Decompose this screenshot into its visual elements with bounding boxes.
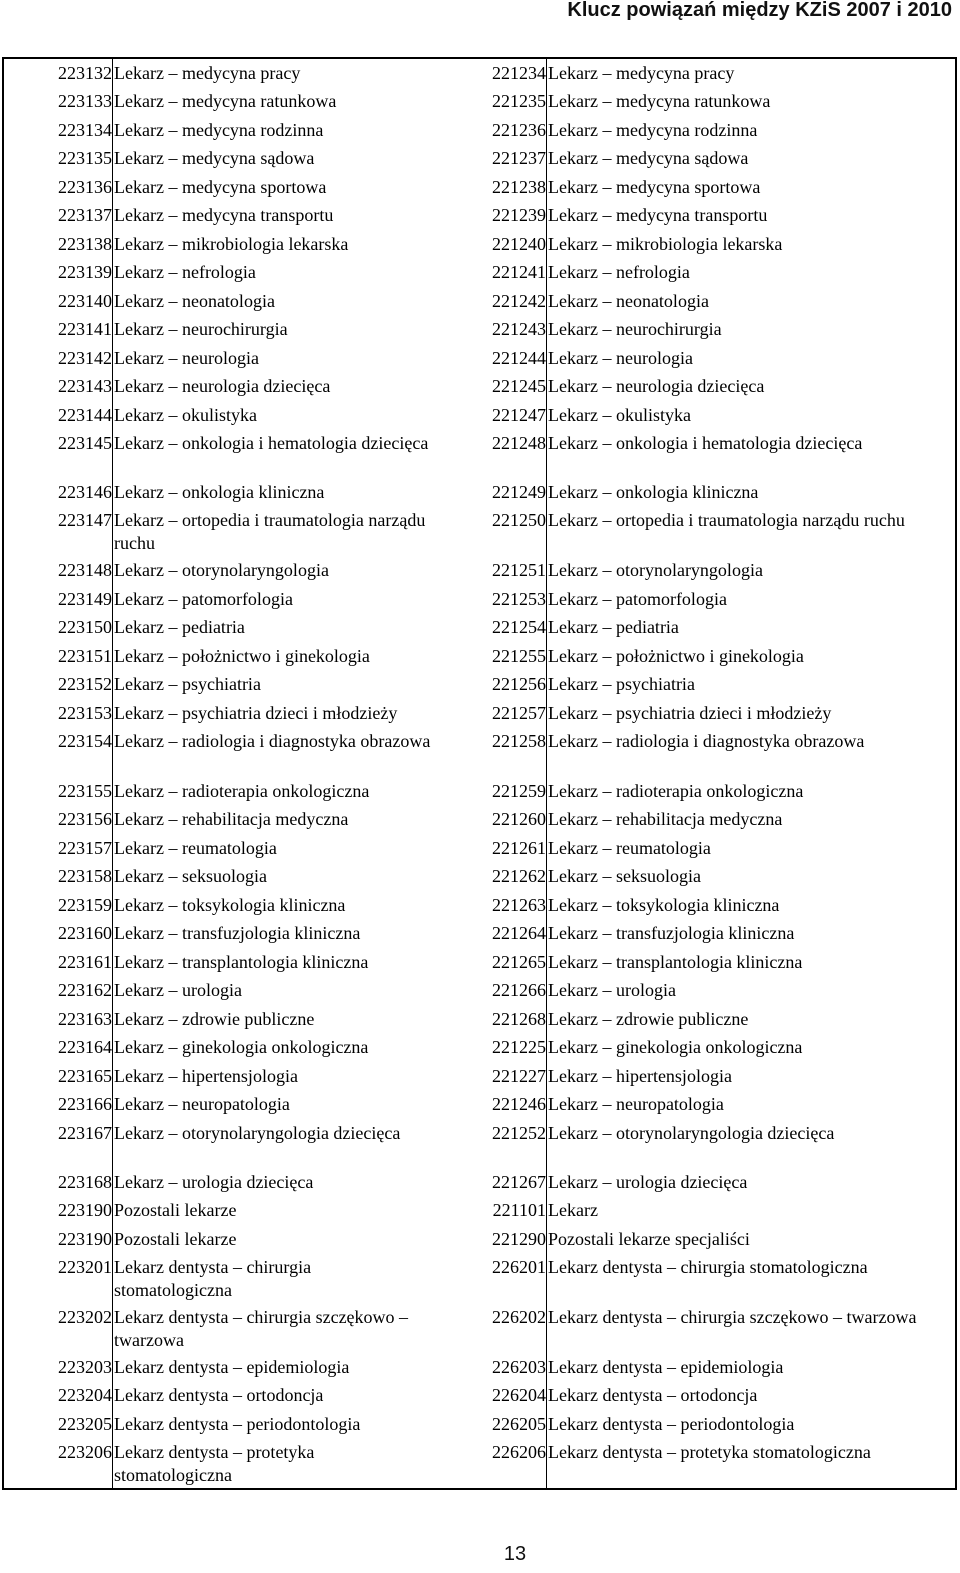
- code-2007: 223165: [58, 1066, 112, 1086]
- code-2007: 223161: [58, 952, 112, 972]
- occupation-name-2010: Lekarz dentysta – chirurgia szczękowo – twarzowa: [548, 1307, 917, 1327]
- code-2010: 221262: [492, 866, 546, 886]
- code-2010: 221265: [492, 952, 546, 972]
- occupation-name-2010: Lekarz – ginekologia onkologiczna: [548, 1037, 803, 1057]
- occupation-name-2010: Lekarz – reumatologia: [548, 838, 711, 858]
- code-2007: 223204: [58, 1385, 112, 1405]
- occupation-name-2007: Lekarz – medycyna pracy: [114, 63, 301, 83]
- occupation-name-2007: Lekarz – psychiatria: [114, 674, 261, 694]
- code-2007: 223156: [58, 809, 112, 829]
- occupation-name-2007: Lekarz dentysta – ortodoncja: [114, 1385, 324, 1405]
- column-divider-left: [112, 59, 113, 1488]
- occupation-name-2007: Lekarz dentysta – chirurgia szczękowo – twarzowa: [114, 1307, 409, 1350]
- occupation-name-2007: Lekarz – toksykologia kliniczna: [114, 895, 346, 915]
- occupation-name-2010: Lekarz – medycyna rodzinna: [548, 120, 758, 140]
- code-2010: 221290: [492, 1229, 546, 1249]
- code-2010: 221239: [492, 205, 546, 225]
- code-2007: 223139: [58, 262, 112, 282]
- occupation-name-2007: Lekarz – otorynolaryngologia dziecięca: [114, 1123, 401, 1143]
- occupation-name-2007: Lekarz – patomorfologia: [114, 589, 293, 609]
- occupation-name-2007: Lekarz – otorynolaryngologia: [114, 560, 329, 580]
- code-2010: 221237: [492, 148, 546, 168]
- occupation-name-2010: Lekarz – toksykologia kliniczna: [548, 895, 780, 915]
- code-2010: 221241: [492, 262, 546, 282]
- occupation-name-2007: Lekarz dentysta – periodontologia: [114, 1414, 361, 1434]
- occupation-name-2010: Lekarz – onkologia kliniczna: [548, 482, 759, 502]
- occupation-name-2007: Lekarz – onkologia i hematologia dziecięca: [114, 433, 429, 453]
- code-2010: 221225: [492, 1037, 546, 1057]
- code-2010: 221260: [492, 809, 546, 829]
- code-2010: 221261: [492, 838, 546, 858]
- occupation-name-2010: Lekarz dentysta – periodontologia: [548, 1414, 795, 1434]
- occupation-name-2007: Lekarz – onkologia kliniczna: [114, 482, 325, 502]
- code-2010: 221243: [492, 319, 546, 339]
- code-2007: 223142: [58, 348, 112, 368]
- occupation-name-2010: Lekarz – urologia dziecięca: [548, 1172, 748, 1192]
- code-2007: 223166: [58, 1094, 112, 1114]
- code-2007: 223190: [58, 1229, 112, 1249]
- occupation-name-2010: Lekarz – medycyna pracy: [548, 63, 735, 83]
- code-2007: 223152: [58, 674, 112, 694]
- code-2010: 221252: [492, 1123, 546, 1143]
- occupation-name-2010: Lekarz – hipertensjologia: [548, 1066, 732, 1086]
- code-2010: 221227: [492, 1066, 546, 1086]
- occupation-name-2007: Lekarz – seksuologia: [114, 866, 267, 886]
- code-2010: 226206: [492, 1442, 546, 1462]
- occupation-name-2010: Lekarz: [548, 1200, 598, 1220]
- code-2010: 221254: [492, 617, 546, 637]
- occupation-name-2010: Lekarz – transfuzjologia kliniczna: [548, 923, 795, 943]
- code-2007: 223163: [58, 1009, 112, 1029]
- mapping-table: [2, 57, 957, 1490]
- code-2007: 223132: [58, 63, 112, 83]
- occupation-name-2007: Lekarz – pediatria: [114, 617, 245, 637]
- code-2010: 221236: [492, 120, 546, 140]
- code-2007: 223153: [58, 703, 112, 723]
- code-2010: 221251: [492, 560, 546, 580]
- code-2010: 221101: [492, 1200, 546, 1220]
- code-2007: 223133: [58, 91, 112, 111]
- code-2010: 221244: [492, 348, 546, 368]
- occupation-name-2010: Lekarz – nefrologia: [548, 262, 690, 282]
- occupation-name-2010: Lekarz – zdrowie publiczne: [548, 1009, 749, 1029]
- code-2010: 221246: [492, 1094, 546, 1114]
- occupation-name-2010: Lekarz – ortopedia i traumatologia narządu ruchu: [548, 510, 905, 530]
- occupation-name-2010: Lekarz – patomorfologia: [548, 589, 727, 609]
- code-2007: 223158: [58, 866, 112, 886]
- occupation-name-2010: Lekarz – rehabilitacja medyczna: [548, 809, 783, 829]
- occupation-name-2007: Lekarz – hipertensjologia: [114, 1066, 298, 1086]
- occupation-name-2007: Lekarz – neuropatologia: [114, 1094, 290, 1114]
- occupation-name-2007: Lekarz – okulistyka: [114, 405, 257, 425]
- code-2010: 226202: [492, 1307, 546, 1327]
- occupation-name-2010: Lekarz – neuropatologia: [548, 1094, 724, 1114]
- occupation-name-2010: Lekarz – okulistyka: [548, 405, 691, 425]
- code-2007: 223145: [58, 433, 112, 453]
- occupation-name-2007: Lekarz – radiologia i diagnostyka obrazowa: [114, 731, 431, 751]
- code-2007: 223190: [58, 1200, 112, 1220]
- code-2007: 223155: [58, 781, 112, 801]
- code-2007: 223203: [58, 1357, 112, 1377]
- occupation-name-2010: Lekarz – neonatologia: [548, 291, 709, 311]
- code-2010: 221247: [492, 405, 546, 425]
- code-2007: 223148: [58, 560, 112, 580]
- code-2007: 223140: [58, 291, 112, 311]
- code-2010: 226205: [492, 1414, 546, 1434]
- occupation-name-2007: Pozostali lekarze: [114, 1200, 237, 1220]
- occupation-name-2010: Lekarz – seksuologia: [548, 866, 701, 886]
- occupation-name-2007: Lekarz – mikrobiologia lekarska: [114, 234, 349, 254]
- code-2007: 223134: [58, 120, 112, 140]
- occupation-name-2007: Lekarz – ortopedia i traumatologia narządu ruchu: [114, 510, 426, 553]
- code-2007: 223206: [58, 1442, 112, 1462]
- page-header-title: Klucz powiązań między KZiS 2007 i 2010: [567, 0, 952, 21]
- occupation-name-2007: Lekarz – medycyna sportowa: [114, 177, 327, 197]
- occupation-name-2007: Lekarz – neurochirurgia: [114, 319, 288, 339]
- occupation-name-2010: Lekarz dentysta – ortodoncja: [548, 1385, 758, 1405]
- code-2007: 223149: [58, 589, 112, 609]
- occupation-name-2007: Lekarz – reumatologia: [114, 838, 277, 858]
- occupation-name-2007: Lekarz – radioterapia onkologiczna: [114, 781, 370, 801]
- code-2007: 223201: [58, 1257, 112, 1277]
- code-2007: 223162: [58, 980, 112, 1000]
- code-2010: 221258: [492, 731, 546, 751]
- code-2007: 223146: [58, 482, 112, 502]
- code-2010: 221249: [492, 482, 546, 502]
- occupation-name-2007: Lekarz – zdrowie publiczne: [114, 1009, 315, 1029]
- occupation-name-2007: Lekarz – rehabilitacja medyczna: [114, 809, 349, 829]
- occupation-name-2010: Lekarz – medycyna transportu: [548, 205, 768, 225]
- code-2010: 221259: [492, 781, 546, 801]
- occupation-name-2010: Lekarz – psychiatria: [548, 674, 695, 694]
- occupation-name-2007: Lekarz – transfuzjologia kliniczna: [114, 923, 361, 943]
- occupation-name-2007: Lekarz – urologia: [114, 980, 242, 1000]
- code-2007: 223160: [58, 923, 112, 943]
- occupation-name-2007: Lekarz – transplantologia kliniczna: [114, 952, 369, 972]
- code-2007: 223167: [58, 1123, 112, 1143]
- code-2010: 221242: [492, 291, 546, 311]
- occupation-name-2007: Lekarz – neurologia dziecięca: [114, 376, 331, 396]
- occupation-name-2007: Lekarz – urologia dziecięca: [114, 1172, 314, 1192]
- occupation-name-2010: Lekarz – onkologia i hematologia dziecięca: [548, 433, 863, 453]
- occupation-name-2007: Lekarz – ginekologia onkologiczna: [114, 1037, 369, 1057]
- code-2010: 221255: [492, 646, 546, 666]
- occupation-name-2010: Lekarz – neurologia dziecięca: [548, 376, 765, 396]
- code-2010: 221253: [492, 589, 546, 609]
- code-2007: 223205: [58, 1414, 112, 1434]
- occupation-name-2010: Lekarz – mikrobiologia lekarska: [548, 234, 783, 254]
- occupation-name-2010: Lekarz – transplantologia kliniczna: [548, 952, 803, 972]
- code-2007: 223147: [58, 510, 112, 530]
- code-2007: 223159: [58, 895, 112, 915]
- code-2007: 223143: [58, 376, 112, 396]
- occupation-name-2010: Lekarz – radioterapia onkologiczna: [548, 781, 804, 801]
- occupation-name-2007: Lekarz – medycyna rodzinna: [114, 120, 324, 140]
- code-2010: 221234: [492, 63, 546, 83]
- code-2010: 226203: [492, 1357, 546, 1377]
- code-2007: 223202: [58, 1307, 112, 1327]
- code-2007: 223150: [58, 617, 112, 637]
- code-2007: 223144: [58, 405, 112, 425]
- occupation-name-2007: Lekarz dentysta – protetyka stomatologiczna: [114, 1442, 315, 1485]
- code-2007: 223138: [58, 234, 112, 254]
- code-2007: 223164: [58, 1037, 112, 1057]
- occupation-name-2010: Lekarz – radiologia i diagnostyka obrazowa: [548, 731, 865, 751]
- occupation-name-2010: Lekarz – medycyna sportowa: [548, 177, 761, 197]
- occupation-name-2007: Pozostali lekarze: [114, 1229, 237, 1249]
- occupation-name-2010: Lekarz – neurologia: [548, 348, 693, 368]
- code-2007: 223135: [58, 148, 112, 168]
- occupation-name-2010: Lekarz dentysta – epidemiologia: [548, 1357, 784, 1377]
- occupation-name-2010: Lekarz – urologia: [548, 980, 676, 1000]
- occupation-name-2010: Lekarz dentysta – chirurgia stomatologiczna: [548, 1257, 868, 1277]
- occupation-name-2010: Lekarz – otorynolaryngologia dziecięca: [548, 1123, 835, 1143]
- page-number: 13: [503, 1543, 527, 1565]
- code-2010: 221235: [492, 91, 546, 111]
- code-2010: 221266: [492, 980, 546, 1000]
- occupation-name-2010: Lekarz – neurochirurgia: [548, 319, 722, 339]
- code-2010: 221268: [492, 1009, 546, 1029]
- occupation-name-2007: Lekarz – neonatologia: [114, 291, 275, 311]
- code-2010: 221245: [492, 376, 546, 396]
- code-2010: 221264: [492, 923, 546, 943]
- code-2007: 223168: [58, 1172, 112, 1192]
- occupation-name-2007: Lekarz – medycyna transportu: [114, 205, 334, 225]
- occupation-name-2007: Lekarz – położnictwo i ginekologia: [114, 646, 370, 666]
- occupation-name-2007: Lekarz – nefrologia: [114, 262, 256, 282]
- occupation-name-2010: Lekarz dentysta – protetyka stomatologiczna: [548, 1442, 871, 1462]
- code-2007: 223157: [58, 838, 112, 858]
- occupation-name-2010: Lekarz – psychiatria dzieci i młodzieży: [548, 703, 832, 723]
- occupation-name-2010: Lekarz – pediatria: [548, 617, 679, 637]
- code-2010: 221240: [492, 234, 546, 254]
- code-2010: 221267: [492, 1172, 546, 1192]
- code-2010: 221248: [492, 433, 546, 453]
- occupation-name-2007: Lekarz dentysta – chirurgia stomatologiczna: [114, 1257, 312, 1300]
- code-2010: 221238: [492, 177, 546, 197]
- occupation-name-2007: Lekarz – psychiatria dzieci i młodzieży: [114, 703, 398, 723]
- occupation-name-2007: Lekarz – medycyna ratunkowa: [114, 91, 337, 111]
- code-2007: 223141: [58, 319, 112, 339]
- code-2007: 223151: [58, 646, 112, 666]
- code-2010: 221250: [492, 510, 546, 530]
- occupation-name-2010: Lekarz – medycyna ratunkowa: [548, 91, 771, 111]
- occupation-name-2007: Lekarz dentysta – epidemiologia: [114, 1357, 350, 1377]
- code-2007: 223136: [58, 177, 112, 197]
- code-2010: 226204: [492, 1385, 546, 1405]
- occupation-name-2010: Lekarz – medycyna sądowa: [548, 148, 749, 168]
- occupation-name-2010: Lekarz – położnictwo i ginekologia: [548, 646, 804, 666]
- code-2010: 221256: [492, 674, 546, 694]
- code-2010: 221257: [492, 703, 546, 723]
- occupation-name-2007: Lekarz – medycyna sądowa: [114, 148, 315, 168]
- occupation-name-2010: Pozostali lekarze specjaliści: [548, 1229, 750, 1249]
- code-2010: 221263: [492, 895, 546, 915]
- code-2007: 223154: [58, 731, 112, 751]
- column-divider-right: [546, 59, 547, 1488]
- occupation-name-2010: Lekarz – otorynolaryngologia: [548, 560, 763, 580]
- code-2010: 226201: [492, 1257, 546, 1277]
- occupation-name-2007: Lekarz – neurologia: [114, 348, 259, 368]
- code-2007: 223137: [58, 205, 112, 225]
